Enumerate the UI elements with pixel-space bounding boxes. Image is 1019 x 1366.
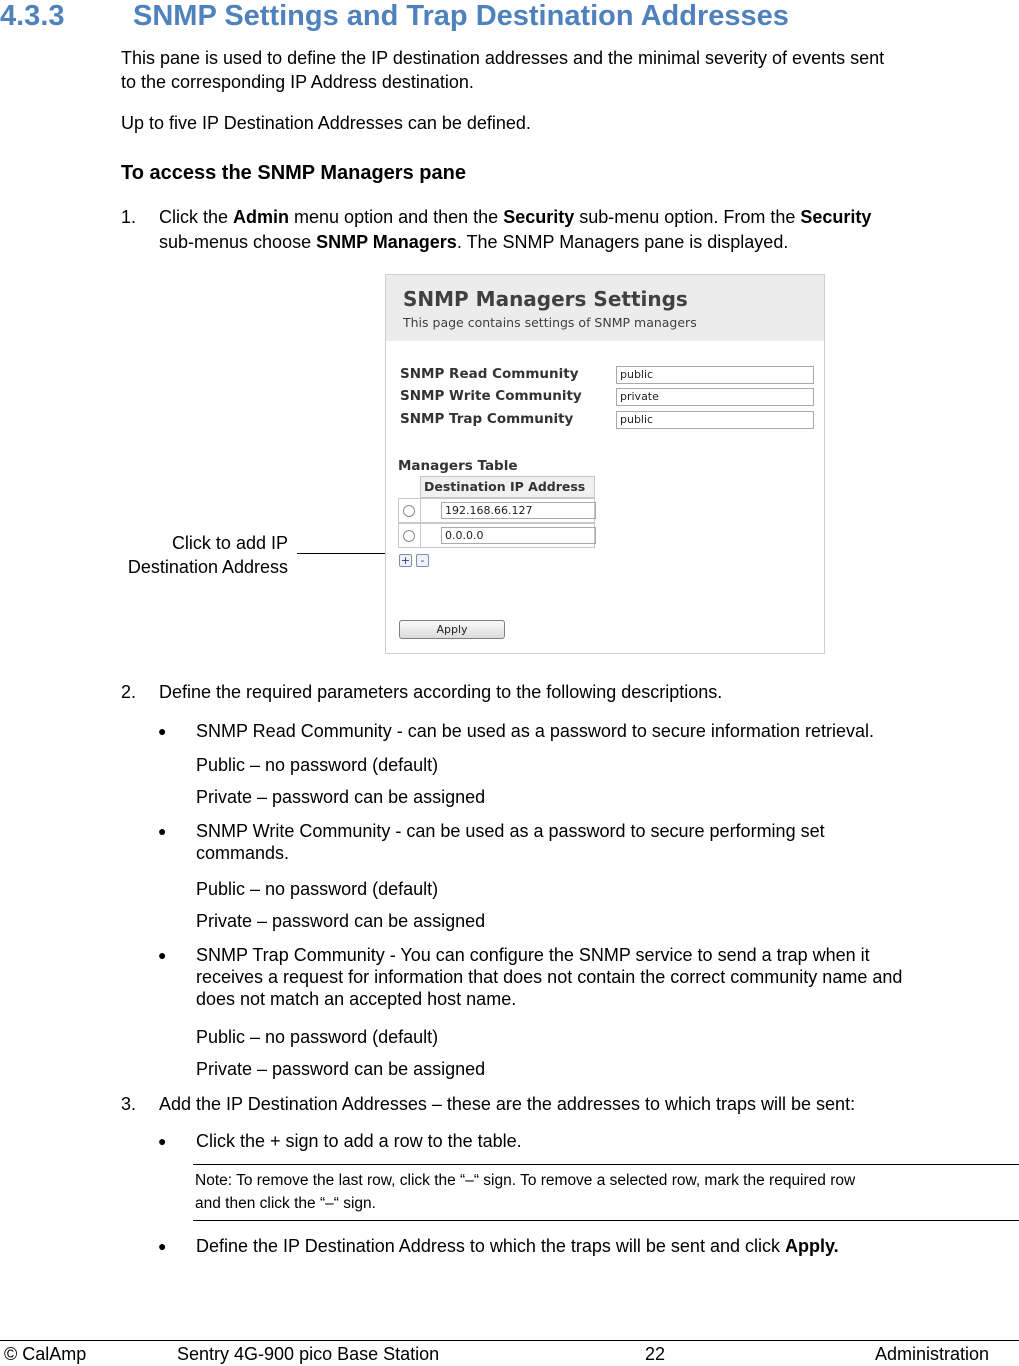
- read-community-input[interactable]: public: [616, 366, 814, 384]
- section-title: SNMP Settings and Trap Destination Addresses: [133, 0, 789, 32]
- step-3-text: Add the IP Destination Addresses – these are the addresses to which traps will be sent:: [159, 1094, 856, 1114]
- write-public-text: Public – no password (default): [196, 879, 439, 899]
- destination-ip-input[interactable]: 0.0.0.0: [441, 527, 596, 544]
- panel-title: SNMP Managers Settings: [403, 287, 688, 311]
- step-2-text: Define the required parameters according to the following descriptions.: [159, 682, 723, 702]
- write-community-label: SNMP Write Community: [400, 388, 582, 404]
- note-line-2: and then click the “–“ sign.: [195, 1195, 376, 1212]
- footer-page-number: 22: [645, 1344, 666, 1364]
- trap-community-input[interactable]: public: [616, 411, 814, 429]
- table-header-destination: Destination IP Address: [420, 476, 595, 498]
- read-community-label: SNMP Read Community: [400, 366, 579, 382]
- note-line-1: Note: To remove the last row, click the “–“ sign. To remove a selected row, mark the required row: [195, 1172, 856, 1189]
- bullet-add-row: ● Click the + sign to add a row to the table.: [158, 1131, 522, 1151]
- destination-ip-input[interactable]: 192.168.66.127: [441, 502, 596, 519]
- callout-line-1: Click to add IP: [171, 533, 288, 553]
- bullet-dot: ●: [158, 1238, 167, 1254]
- trap-community-label: SNMP Trap Community: [400, 411, 574, 427]
- step-3-number: 3.: [121, 1094, 137, 1114]
- callout-label: [60, 531, 288, 579]
- callout-line-2: Destination Address: [127, 557, 288, 577]
- bullet-dot: ●: [158, 1133, 167, 1149]
- note-top-rule: [193, 1164, 1019, 1165]
- bullet-write-community: ● SNMP Write Community - can be used as a password to secure performing set commands.: [158, 821, 825, 863]
- snmp-managers-screenshot: [385, 274, 825, 654]
- bullet-dot: ●: [158, 947, 167, 963]
- read-public-text: Public – no password (default): [196, 755, 439, 775]
- footer-company: © CalAmp: [4, 1344, 87, 1364]
- apply-button[interactable]: Apply: [399, 620, 505, 639]
- table-row: [398, 523, 595, 548]
- step-1-number: 1.: [121, 207, 137, 227]
- write-community-input[interactable]: private: [616, 388, 814, 406]
- bullet-dot: ●: [158, 823, 167, 839]
- managers-table-title: Managers Table: [398, 458, 518, 474]
- step-2-number: 2.: [121, 682, 137, 702]
- note-bottom-rule: [193, 1220, 1019, 1221]
- bullet-read-community: ● SNMP Read Community - can be used as a password to secure information retrieval.: [158, 721, 874, 741]
- intro-line-1: This pane is used to define the IP destination addresses and the minimal severity of events sent: [121, 48, 885, 68]
- trap-private-text: Private – password can be assigned: [196, 1059, 486, 1079]
- footer-product: Sentry 4G-900 pico Base Station: [177, 1344, 440, 1364]
- footer-rule: [0, 1340, 1019, 1341]
- section-heading: [0, 0, 1019, 34]
- subheading: To access the SNMP Managers pane: [121, 162, 466, 184]
- bullet-trap-community: ● SNMP Trap Community - You can configure the SNMP service to send a trap when it receives a request for information that does not contain the correct community name and does not match an accepted host name.: [158, 945, 903, 1009]
- write-private-text: Private – password can be assigned: [196, 911, 486, 931]
- row-select-radio[interactable]: [403, 505, 415, 517]
- section-number: 4.3.3: [0, 0, 65, 32]
- row-select-radio[interactable]: [403, 530, 415, 542]
- callout-line: [297, 553, 385, 554]
- remove-row-button[interactable]: -: [416, 554, 429, 567]
- table-row: [398, 498, 595, 523]
- footer-section: Administration: [875, 1344, 990, 1364]
- read-private-text: Private – password can be assigned: [196, 787, 486, 807]
- intro-limit: Up to five IP Destination Addresses can be defined.: [121, 113, 531, 133]
- bullet-dot: ●: [158, 723, 167, 739]
- add-row-button[interactable]: +: [400, 554, 411, 567]
- trap-public-text: Public – no password (default): [196, 1027, 439, 1047]
- step-1-line-1: Click the Admin menu option and then the Security sub-menu option. From the Security: [159, 207, 872, 227]
- intro-line-2: to the corresponding IP Address destination.: [121, 72, 474, 92]
- panel-description: This page contains settings of SNMP managers: [403, 315, 697, 330]
- step-1-line-2: sub-menus choose SNMP Managers. The SNMP Managers pane is displayed.: [159, 232, 789, 252]
- managers-table: [398, 476, 595, 550]
- bullet-define-address: ● Define the IP Destination Address to which the traps will be sent and click Apply.: [158, 1236, 839, 1256]
